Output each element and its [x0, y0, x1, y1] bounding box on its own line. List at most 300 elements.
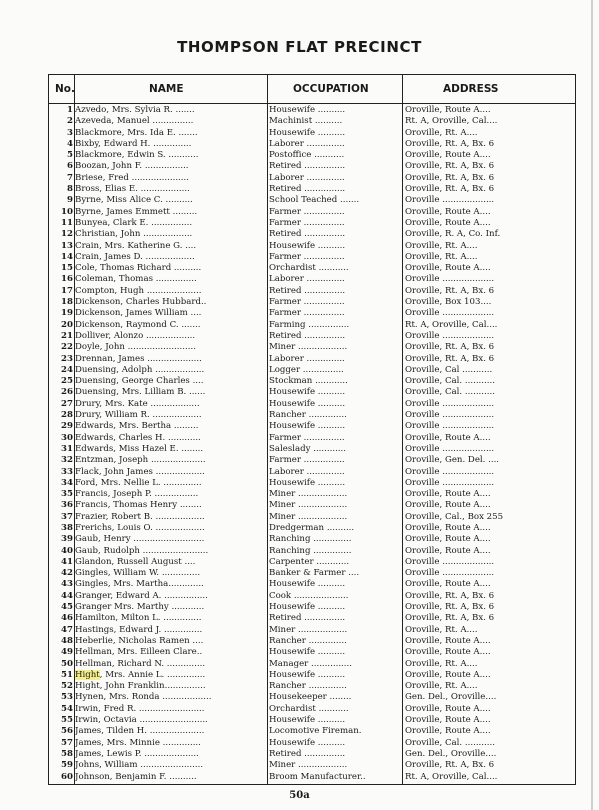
table-row: [49, 444, 575, 455]
table-row: [49, 500, 575, 511]
row-number: 12: [61, 229, 73, 240]
voter-name: Coleman, Thomas ...............: [75, 274, 197, 285]
voter-address: Oroville, Rt. A, Bx. 6: [405, 353, 495, 364]
row-number: 31: [61, 443, 73, 454]
voter-name: Granger, Edward A. ................: [75, 590, 208, 601]
voter-name: Irwin, Octavia .........................: [75, 715, 208, 726]
voter-occupation: Miner ..................: [269, 760, 348, 771]
table-row: [49, 681, 575, 692]
table-row: [49, 410, 575, 421]
row-number: 37: [61, 511, 73, 522]
voter-name: Bunyea, Clark E. ...............: [75, 217, 193, 228]
voter-occupation: Farming ...............: [269, 319, 350, 330]
voter-name: Gaub, Rudolph ........................: [75, 545, 209, 556]
voter-name: Dickenson, James William ....: [75, 308, 202, 319]
table-row: [49, 342, 575, 353]
voter-name: Entzman, Joseph ....................: [75, 455, 206, 466]
voter-name: Gaub, Henry ..........................: [75, 534, 205, 545]
voter-address: Oroville, Route A....: [405, 500, 491, 511]
voter-occupation: Miner ..................: [269, 624, 348, 635]
voter-name: Johns, William .......................: [75, 760, 204, 771]
voter-occupation: Ranching ..............: [269, 534, 352, 545]
row-number: 22: [61, 342, 73, 353]
voter-address: Oroville, Route A....: [405, 579, 491, 590]
table-row: [49, 128, 575, 139]
voter-name: Ford, Mrs. Nellie L. ..............: [75, 477, 202, 488]
voter-address: Oroville ...................: [405, 568, 495, 579]
table-row: [49, 184, 575, 195]
voter-name: James, Lewis P. ....................: [75, 748, 199, 759]
row-number: 15: [61, 263, 73, 274]
voter-name: Drennan, James ....................: [75, 353, 202, 364]
row-number: 17: [61, 285, 73, 296]
voter-name: Francis, Thomas Henry ........: [75, 500, 202, 511]
table-row: [49, 613, 575, 624]
voter-occupation: Banker & Farmer ....: [269, 568, 360, 579]
voter-address: Oroville, Route A....: [405, 703, 491, 714]
voter-name: Irwin, Fred R. ........................: [75, 703, 205, 714]
voter-occupation: School Teached .......: [269, 195, 360, 206]
row-number: 2: [67, 116, 73, 127]
voter-address: Oroville, Rt. A, Bx. 6: [405, 184, 495, 195]
voter-occupation: Locomotive Fireman.: [269, 726, 362, 737]
row-number: 35: [61, 489, 73, 500]
voter-address: Oroville, Rt. A....: [405, 624, 478, 635]
table-row: [49, 331, 575, 342]
voter-occupation: Housewife ..........: [269, 477, 346, 488]
table-row: [49, 173, 575, 184]
table-row: [49, 161, 575, 172]
table-row: [49, 263, 575, 274]
row-number: 38: [61, 522, 73, 533]
voter-name: Azeveda, Manuel ...............: [75, 116, 194, 127]
row-number: 11: [61, 217, 73, 228]
table-row: [49, 489, 575, 500]
header-address: ADDRESS: [443, 83, 499, 95]
voter-occupation: Saleslady ............: [269, 443, 346, 454]
row-number: 9: [67, 195, 73, 206]
voter-occupation: Rancher ..............: [269, 635, 347, 646]
table-row: [49, 274, 575, 285]
voter-address: Oroville, Route A....: [405, 715, 491, 726]
table-row: [49, 602, 575, 613]
voter-address: Oroville, Rt. A, Bx. 6: [405, 760, 495, 771]
voter-occupation: Laborer ..............: [269, 138, 345, 149]
voter-occupation: Miner ..................: [269, 500, 348, 511]
table-row: [49, 399, 575, 410]
voter-address: Oroville, Route A....: [405, 635, 491, 646]
voter-address: Oroville, Route A....: [405, 669, 491, 680]
voter-name: Boozan, John F. ................: [75, 161, 189, 172]
voter-occupation: Cook ....................: [269, 590, 349, 601]
page-number: 50a: [289, 790, 310, 801]
row-number: 58: [61, 748, 73, 759]
voter-occupation: Farmer ...............: [269, 308, 345, 319]
voter-address: Oroville, Route A....: [405, 522, 491, 533]
voter-address: Oroville ...................: [405, 195, 495, 206]
row-number: 52: [61, 681, 73, 692]
voter-occupation: Miner ..................: [269, 342, 348, 353]
table-row: [49, 467, 575, 478]
row-number: 7: [67, 172, 73, 183]
row-number: 10: [61, 206, 73, 217]
voter-name: Hamilton, Milton L. ..............: [75, 613, 202, 624]
voter-occupation: Retired ...............: [269, 161, 346, 172]
voter-name: Duensing, Mrs. Lilliam B. ......: [75, 387, 206, 398]
voter-name: [75, 670, 265, 681]
voter-name: James, Tilden H. ....................: [75, 726, 205, 737]
voter-address: Oroville, Gen. Del. ....: [405, 455, 500, 466]
voter-name: Hynen, Mrs. Ronda ..................: [75, 692, 212, 703]
voter-name: Gingles, Mrs. Martha.............: [75, 579, 204, 590]
table-row: [49, 105, 575, 116]
table-row: [49, 365, 575, 376]
voter-occupation: Dredgerman ..........: [269, 522, 355, 533]
voter-occupation: Manager ...............: [269, 658, 352, 669]
row-number: 14: [61, 251, 73, 262]
voter-occupation: Rancher ..............: [269, 681, 347, 692]
voter-occupation: Retired ...............: [269, 330, 346, 341]
voter-address: Oroville, Route A....: [405, 534, 491, 545]
voter-address: Rt. A, Oroville, Cal....: [405, 116, 498, 127]
voter-address: Oroville, Rt. A, Bx. 6: [405, 602, 495, 613]
voter-address: Rt. A, Oroville, Cal....: [405, 319, 498, 330]
voter-address: Oroville, Cal. ...........: [405, 387, 495, 398]
voter-name: Edwards, Miss Hazel E. ........: [75, 443, 204, 454]
voter-name: Byrne, Miss Alice C. ..........: [75, 195, 193, 206]
table-row: [49, 625, 575, 636]
voter-address: Oroville, Box 103....: [405, 297, 492, 308]
voter-occupation: Orchardist ...........: [269, 263, 349, 274]
highlighted-surname: Hight: [75, 669, 100, 680]
voter-name: Johnson, Benjamin F. ..........: [75, 771, 197, 782]
voter-occupation: Postoffice ...........: [269, 150, 345, 161]
voter-address: Gen. Del., Oroville....: [405, 692, 497, 703]
voter-name: Compton, Hugh ....................: [75, 285, 202, 296]
table-body: [49, 105, 575, 783]
voter-name: Hight, John Franklin...............: [75, 681, 206, 692]
row-number: 42: [61, 568, 73, 579]
voter-name: Granger Mrs. Marthy ............: [75, 602, 205, 613]
row-number: 34: [61, 477, 73, 488]
row-number: 28: [61, 410, 73, 421]
table-row: [49, 579, 575, 590]
voter-occupation: Housewife ..........: [269, 127, 346, 138]
voter-name: Bixby, Edward H. ..............: [75, 138, 192, 149]
table-row: [49, 523, 575, 534]
voter-address: Oroville, Rt. A, Bx. 6: [405, 161, 495, 172]
row-number: 43: [61, 579, 73, 590]
voter-name: Doyle, John .........................: [75, 342, 196, 353]
voter-table: [48, 74, 576, 785]
row-number: 39: [61, 534, 73, 545]
voter-occupation: Retired ...............: [269, 229, 346, 240]
row-number: 20: [61, 319, 73, 330]
voter-name: Duensing, Adolph ..................: [75, 364, 205, 375]
voter-name: Byrne, James Emmett .........: [75, 206, 198, 217]
voter-occupation: Farmer ...............: [269, 217, 345, 228]
table-row: [49, 726, 575, 737]
voter-address: Oroville, Rt. A....: [405, 240, 478, 251]
voter-name: Christian, John ..................: [75, 229, 193, 240]
voter-address: Oroville, R. A, Co. Inf.: [405, 229, 501, 240]
table-row: [49, 704, 575, 715]
table-row: [49, 421, 575, 432]
table-row: [49, 286, 575, 297]
row-number: 3: [67, 127, 73, 138]
voter-name: Heberlie, Nicholas Ramen ....: [75, 635, 204, 646]
voter-address: Oroville ...................: [405, 308, 495, 319]
row-number: 50: [61, 658, 73, 669]
row-number: 30: [61, 432, 73, 443]
header-name: NAME: [149, 83, 184, 95]
table-row: [49, 670, 575, 681]
voter-name: Blackmore, Edwin S. ...........: [75, 150, 199, 161]
table-row: [49, 195, 575, 206]
voter-occupation: Housewife ..........: [269, 421, 346, 432]
voter-address: Oroville, Rt. A, Bx. 6: [405, 613, 495, 624]
row-number: 18: [61, 297, 73, 308]
voter-name: Edwards, Mrs. Bertha .........: [75, 421, 199, 432]
voter-name: James, Mrs. Minnie ..............: [75, 737, 201, 748]
voter-name: Dolliver, Alonzo ..................: [75, 330, 196, 341]
table-row: [49, 557, 575, 568]
voter-address: Oroville, Route A....: [405, 432, 491, 443]
voter-occupation: Laborer ..............: [269, 274, 345, 285]
row-number: 23: [61, 353, 73, 364]
row-number: 47: [61, 624, 73, 635]
voter-occupation: Retired ...............: [269, 184, 346, 195]
row-number: 21: [61, 330, 73, 341]
table-row: [49, 376, 575, 387]
voter-name: Dickenson, Raymond C. .......: [75, 319, 201, 330]
table-row: [49, 207, 575, 218]
row-number: 49: [61, 647, 73, 658]
voter-name: Blackmore, Mrs. Ida E. .......: [75, 127, 198, 138]
table-row: [49, 252, 575, 263]
voter-occupation: Rancher ..............: [269, 410, 347, 421]
table-row: [49, 297, 575, 308]
row-number: 25: [61, 376, 73, 387]
voter-name-rest: , Mrs. Annie L. ..............: [99, 669, 206, 680]
voter-occupation: Stockman ............: [269, 376, 348, 387]
table-row: [49, 512, 575, 523]
voter-occupation: Housewife ..........: [269, 737, 346, 748]
voter-address: Oroville, Route A....: [405, 545, 491, 556]
row-number: 48: [61, 635, 73, 646]
table-row: [49, 772, 575, 783]
voter-address: Oroville, Rt. A....: [405, 658, 478, 669]
voter-name: Flack, John James ..................: [75, 466, 205, 477]
voter-name: Cole, Thomas Richard ..........: [75, 263, 202, 274]
voter-address: Oroville, Rt. A, Bx. 6: [405, 138, 495, 149]
voter-address: Oroville ...................: [405, 466, 495, 477]
row-number: 24: [61, 364, 73, 375]
voter-address: Oroville, Rt. A....: [405, 681, 478, 692]
table-row: [49, 749, 575, 760]
voter-address: Oroville, Cal., Box 255: [405, 511, 504, 522]
voter-name: Glandon, Russell August ....: [75, 556, 196, 567]
table-row: [49, 433, 575, 444]
voter-name: Francis, Joseph P. ................: [75, 489, 199, 500]
voter-occupation: Machinist ..........: [269, 116, 343, 127]
voter-address: Oroville, Cal ...........: [405, 364, 493, 375]
voter-occupation: Housewife ..........: [269, 669, 346, 680]
voter-occupation: Retired ...............: [269, 613, 346, 624]
voter-name: Hellman, Richard N. ..............: [75, 658, 206, 669]
voter-occupation: Miner ..................: [269, 489, 348, 500]
voter-occupation: Housewife ..........: [269, 715, 346, 726]
voter-address: Oroville, Route A....: [405, 217, 491, 228]
voter-address: Oroville, Rt. A, Bx. 6: [405, 342, 495, 353]
row-number: 40: [61, 545, 73, 556]
voter-name: Drury, William R. ..................: [75, 410, 202, 421]
voter-occupation: Retired ...............: [269, 285, 346, 296]
voter-name: Crain, James D. ..................: [75, 251, 195, 262]
row-number: 19: [61, 308, 73, 319]
voter-occupation: Farmer ...............: [269, 297, 345, 308]
table-row: [49, 320, 575, 331]
table-row: [49, 139, 575, 150]
row-number: 60: [61, 771, 73, 782]
voter-occupation: Housewife ..........: [269, 387, 346, 398]
row-number: 53: [61, 692, 73, 703]
voter-address: Gen. Del., Oroville....: [405, 748, 497, 759]
voter-occupation: Laborer ..............: [269, 353, 345, 364]
voter-occupation: Housewife ..........: [269, 105, 346, 115]
voter-occupation: Farmer ...............: [269, 206, 345, 217]
table-row: [49, 150, 575, 161]
voter-name: Azvedo, Mrs. Sylvia R. .......: [75, 105, 195, 115]
voter-occupation: Housewife ..........: [269, 398, 346, 409]
voter-name: Drury, Mrs. Kate ..................: [75, 398, 200, 409]
table-row: [49, 478, 575, 489]
voter-occupation: Retired ...............: [269, 748, 346, 759]
voter-address: Oroville ...................: [405, 410, 495, 421]
row-number: 32: [61, 455, 73, 466]
voter-name: Briese, Fred .....................: [75, 172, 189, 183]
table-row: [49, 116, 575, 127]
voter-address: Oroville, Cal. ...........: [405, 376, 495, 387]
voter-occupation: Housekeeper ........: [269, 692, 352, 703]
voter-address: Oroville, Rt. A, Bx. 6: [405, 285, 495, 296]
row-number: 44: [61, 590, 73, 601]
voter-occupation: Laborer ..............: [269, 172, 345, 183]
voter-occupation: Housewife ..........: [269, 602, 346, 613]
voter-address: Oroville, Route A....: [405, 206, 491, 217]
row-number: 51: [61, 669, 73, 680]
table-row: [49, 354, 575, 365]
voter-address: Oroville, Route A....: [405, 647, 491, 658]
voter-name: Edwards, Charles H. ............: [75, 432, 201, 443]
voter-address: Oroville ...................: [405, 330, 495, 341]
table-row: [49, 229, 575, 240]
voter-name: Dickenson, Charles Hubbard..: [75, 297, 207, 308]
voter-address: Oroville, Route A....: [405, 150, 491, 161]
voter-occupation: Housewife ..........: [269, 240, 346, 251]
row-number: 5: [67, 150, 73, 161]
voter-occupation: Broom Manufacturer..: [269, 771, 366, 782]
voter-name: Frazier, Robert B. ..................: [75, 511, 205, 522]
table-row: [49, 387, 575, 398]
table-row: [49, 715, 575, 726]
voter-address: Oroville, Route A....: [405, 489, 491, 500]
voter-address: Oroville ...................: [405, 477, 495, 488]
voter-name: Duensing, George Charles ....: [75, 376, 204, 387]
voter-address: Oroville, Route A....: [405, 726, 491, 737]
voter-address: Oroville ...................: [405, 398, 495, 409]
voter-address: Oroville, Rt. A, Bx. 6: [405, 172, 495, 183]
row-number: 46: [61, 613, 73, 624]
row-number: 13: [61, 240, 73, 251]
row-number: 36: [61, 500, 73, 511]
voter-name: Bross, Elias E. ..................: [75, 184, 190, 195]
table-row: [49, 218, 575, 229]
table-header: [49, 75, 575, 104]
table-row: [49, 647, 575, 658]
row-number: 16: [61, 274, 73, 285]
table-row: [49, 692, 575, 703]
row-number: 27: [61, 398, 73, 409]
voter-address: Oroville, Route A....: [405, 263, 491, 274]
row-number: 33: [61, 466, 73, 477]
voter-address: Oroville, Rt. A....: [405, 127, 478, 138]
voter-occupation: Logger ...............: [269, 364, 344, 375]
voter-address: Oroville, Cal. ...........: [405, 737, 495, 748]
table-row: [49, 308, 575, 319]
voter-occupation: Housewife ..........: [269, 647, 346, 658]
voter-occupation: Laborer ..............: [269, 466, 345, 477]
header-no: No.: [55, 83, 75, 95]
table-row: [49, 534, 575, 545]
row-number: 29: [61, 421, 73, 432]
voter-occupation: Farmer ...............: [269, 455, 345, 466]
table-row: [49, 546, 575, 557]
voter-address: Rt. A, Oroville, Cal....: [405, 771, 498, 782]
table-row: [49, 455, 575, 466]
row-number: 45: [61, 602, 73, 613]
page-edge: [591, 0, 593, 810]
table-row: [49, 738, 575, 749]
voter-occupation: Miner ..................: [269, 511, 348, 522]
voter-occupation: Orchardist ...........: [269, 703, 349, 714]
table-row: [49, 591, 575, 602]
row-number: 56: [61, 726, 73, 737]
row-number: 8: [67, 184, 73, 195]
voter-name: Crain, Mrs. Katherine G. ....: [75, 240, 197, 251]
voter-occupation: Ranching ..............: [269, 545, 352, 556]
row-number: 54: [61, 703, 73, 714]
row-number: 6: [67, 161, 73, 172]
row-number: 26: [61, 387, 73, 398]
table-row: [49, 568, 575, 579]
voter-occupation: Carpenter ............: [269, 556, 350, 567]
voter-address: Oroville, Route A....: [405, 105, 491, 115]
row-number: 59: [61, 760, 73, 771]
voter-address: Oroville, Rt. A....: [405, 251, 478, 262]
table-row: [49, 760, 575, 771]
voter-name: Hastings, Edward J. ..............: [75, 624, 203, 635]
voter-address: Oroville ...................: [405, 443, 495, 454]
header-occupation: OCCUPATION: [293, 83, 369, 95]
page-title: THOMPSON FLAT PRECINCT: [177, 38, 422, 56]
voter-address: Oroville ...................: [405, 274, 495, 285]
table-row: [49, 659, 575, 670]
voter-occupation: Farmer ...............: [269, 432, 345, 443]
row-number: 1: [67, 105, 73, 115]
voter-address: Oroville ...................: [405, 556, 495, 567]
voter-occupation: Farmer ...............: [269, 251, 345, 262]
